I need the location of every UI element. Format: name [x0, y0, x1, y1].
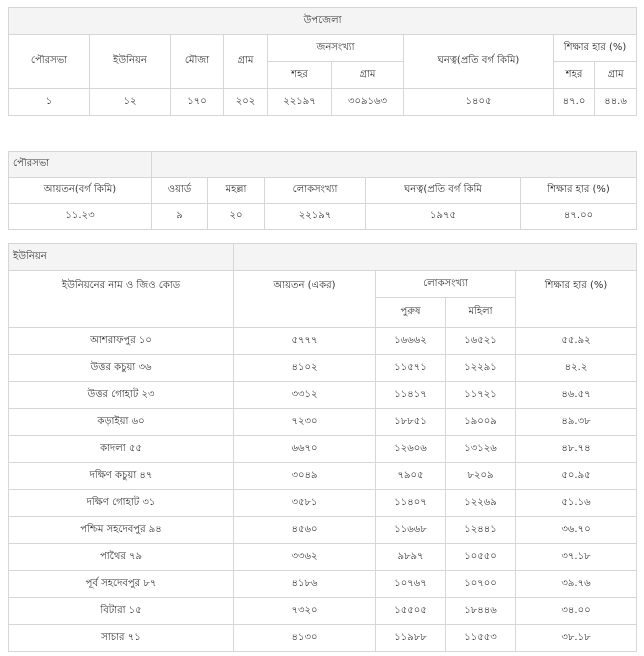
cell-union-literacy: ৪২.২ [516, 355, 637, 382]
cell-union-female: ১০৫৫০ [446, 544, 516, 571]
header-ward: ওয়ার্ড [152, 178, 208, 204]
table-row [9, 571, 637, 598]
table-row [9, 382, 637, 409]
pourashava-table [8, 151, 637, 230]
header-population: জনসংখ্যা [268, 35, 404, 62]
cell-union-literacy: ৩৭.১৮ [516, 544, 637, 571]
cell-union-female: ১৬৫২১ [446, 328, 516, 355]
cell-union-literacy: ৫১.১৬ [516, 490, 637, 517]
cell-union-female: ১২২৬৯ [446, 490, 516, 517]
cell-lit-urban: ৪৭.০ [554, 89, 595, 116]
cell-union-male: ১২৬০৬ [376, 436, 446, 463]
cell-lit-rural: ৪৪.৬ [595, 89, 637, 116]
cell-union-literacy: ৩৪.০০ [516, 598, 637, 625]
table-row [9, 436, 637, 463]
cell-union-female: ১০৭০০ [446, 571, 516, 598]
cell-area: ১১.২৩ [9, 204, 152, 230]
cell-union-name: বিটারা ১৫ [9, 598, 234, 625]
cell-union-male: ১১৪১৭ [376, 382, 446, 409]
header-union-literacy: শিক্ষার হার (%) [516, 271, 637, 328]
cell-union-literacy: ৩৮.১৮ [516, 625, 637, 652]
cell-ward: ৯ [152, 204, 208, 230]
cell-pourashava: ১ [9, 89, 90, 116]
cell-union-name: উত্তর কচুয়া ৩৬ [9, 355, 234, 382]
table-row [9, 517, 637, 544]
table-row [9, 463, 637, 490]
header-density: ঘনত্ব(প্রতি বর্গ কিমি [366, 178, 521, 204]
cell-union-female: ১২৪৪১ [446, 517, 516, 544]
header-union-population: লোকসংখ্যা [376, 271, 516, 298]
table-row [9, 89, 637, 116]
cell-union-male: ৭৯০৫ [376, 463, 446, 490]
cell-union-area: ৬৬৭০ [234, 436, 376, 463]
cell-union-literacy: ৫৫.৯২ [516, 328, 637, 355]
pourashava-title: পৌরসভা [9, 152, 152, 178]
table-row [9, 204, 637, 230]
cell-union-name: সাচার ৭১ [9, 625, 234, 652]
cell-union-literacy: ৪৮.৭৪ [516, 436, 637, 463]
cell-union-female: ৮২০৯ [446, 463, 516, 490]
cell-union-name: উত্তর গোহাট ২৩ [9, 382, 234, 409]
header-area: আয়তন(বর্গ কিমি) [9, 178, 152, 204]
cell-density: ১৯৭৫ [366, 204, 521, 230]
cell-union-name: দক্ষিণ কচুয়া ৪৭ [9, 463, 234, 490]
cell-union-female: ১৩১২৬ [446, 436, 516, 463]
header-mahalla: মহল্লা [208, 178, 265, 204]
cell-pop-urban: ২২১৯৭ [268, 89, 332, 116]
table-row [9, 490, 637, 517]
table-row [9, 625, 637, 652]
union-title: ইউনিয়ন [9, 244, 234, 271]
header-pourashava: পৌরসভা [9, 35, 90, 89]
header-union-name: ইউনিয়নের নাম ও জিও কোড [9, 271, 234, 328]
cell-union-name: দক্ষিণ গোহাট ৩১ [9, 490, 234, 517]
cell-union-literacy: ৩৬.৭০ [516, 517, 637, 544]
cell-union-area: ৪৫৬০ [234, 517, 376, 544]
cell-union-area: ৩৩৬২ [234, 544, 376, 571]
table-row [9, 355, 637, 382]
cell-union-male: ১১৫৭১ [376, 355, 446, 382]
cell-union-female: ১২২৯১ [446, 355, 516, 382]
cell-union-area: ৪১০২ [234, 355, 376, 382]
table-row [9, 328, 637, 355]
cell-union-literacy: ৩৯.৭৬ [516, 571, 637, 598]
cell-union-male: ১৮৮৫১ [376, 409, 446, 436]
cell-union-female: ১৮৪৪৬ [446, 598, 516, 625]
table-row [9, 544, 637, 571]
cell-union-name: কড়াইয়া ৬০ [9, 409, 234, 436]
header-literacy: শিক্ষার হার (%) [521, 178, 637, 204]
cell-union-area: ৩৫৮১ [234, 490, 376, 517]
cell-union-male: ১১৯৮৮ [376, 625, 446, 652]
cell-union-name: পূর্ব সহদেবপুর ৮৭ [9, 571, 234, 598]
cell-union-area: ৪১৮৬ [234, 571, 376, 598]
header-union: ইউনিয়ন [90, 35, 171, 89]
cell-union-male: ১১৪০৭ [376, 490, 446, 517]
cell-union-area: ৭২৩০ [234, 409, 376, 436]
cell-village: ২০২ [224, 89, 268, 116]
cell-union-literacy: ৫০.৯৫ [516, 463, 637, 490]
cell-pop-rural: ৩০৯১৬৩ [332, 89, 404, 116]
cell-population: ২২১৯৭ [265, 204, 366, 230]
cell-union-male: ১৬৬৬২ [376, 328, 446, 355]
cell-union-male: ১০৭৬৭ [376, 571, 446, 598]
cell-union-female: ১১৭২১ [446, 382, 516, 409]
header-population: লোকসংখ্যা [265, 178, 366, 204]
header-density: ঘনত্ব(প্রতি বর্গ কিমি) [404, 35, 554, 89]
header-mouza: মৌজা [171, 35, 224, 89]
cell-union-area: ৭৩২০ [234, 598, 376, 625]
header-village: গ্রাম [224, 35, 268, 89]
upazila-table [8, 7, 637, 116]
cell-mouza: ১৭০ [171, 89, 224, 116]
cell-union-literacy: ৪৬.৫৭ [516, 382, 637, 409]
cell-union-area: ৪১৩০ [234, 625, 376, 652]
cell-union-area: ৩০৪৯ [234, 463, 376, 490]
header-union-area: আয়তন (একর) [234, 271, 376, 328]
cell-union-area: ৩৩১২ [234, 382, 376, 409]
cell-union-male: ১৫৫০৫ [376, 598, 446, 625]
cell-union: ১২ [90, 89, 171, 116]
cell-union-area: ৫৭৭৭ [234, 328, 376, 355]
cell-union-female: ১৯০০৯ [446, 409, 516, 436]
header-union-male: পুরুষ [376, 298, 446, 328]
cell-union-name: আশরাফপুর ১০ [9, 328, 234, 355]
cell-union-male: ১১৬৬৮ [376, 517, 446, 544]
subheader-pop-rural: গ্রাম [332, 62, 404, 89]
header-literacy: শিক্ষার হার (%) [554, 35, 637, 62]
cell-union-name: কাদলা ৫৫ [9, 436, 234, 463]
cell-density: ১৪০৫ [404, 89, 554, 116]
subheader-lit-rural: গ্রাম [595, 62, 637, 89]
table-row [9, 409, 637, 436]
header-union-female: মহিলা [446, 298, 516, 328]
cell-union-literacy: ৪৯.৩৮ [516, 409, 637, 436]
cell-union-male: ৯৮৯৭ [376, 544, 446, 571]
union-table [8, 243, 637, 652]
table-row [9, 598, 637, 625]
subheader-lit-urban: শহর [554, 62, 595, 89]
upazila-title: উপজেলা [9, 8, 637, 35]
cell-union-female: ১১৫৫৩ [446, 625, 516, 652]
cell-literacy: ৪৭.০০ [521, 204, 637, 230]
cell-mahalla: ২০ [208, 204, 265, 230]
cell-union-name: পাথৈর ৭৯ [9, 544, 234, 571]
subheader-pop-urban: শহর [268, 62, 332, 89]
cell-union-name: পশ্চিম সহদেবপুর ৯৪ [9, 517, 234, 544]
